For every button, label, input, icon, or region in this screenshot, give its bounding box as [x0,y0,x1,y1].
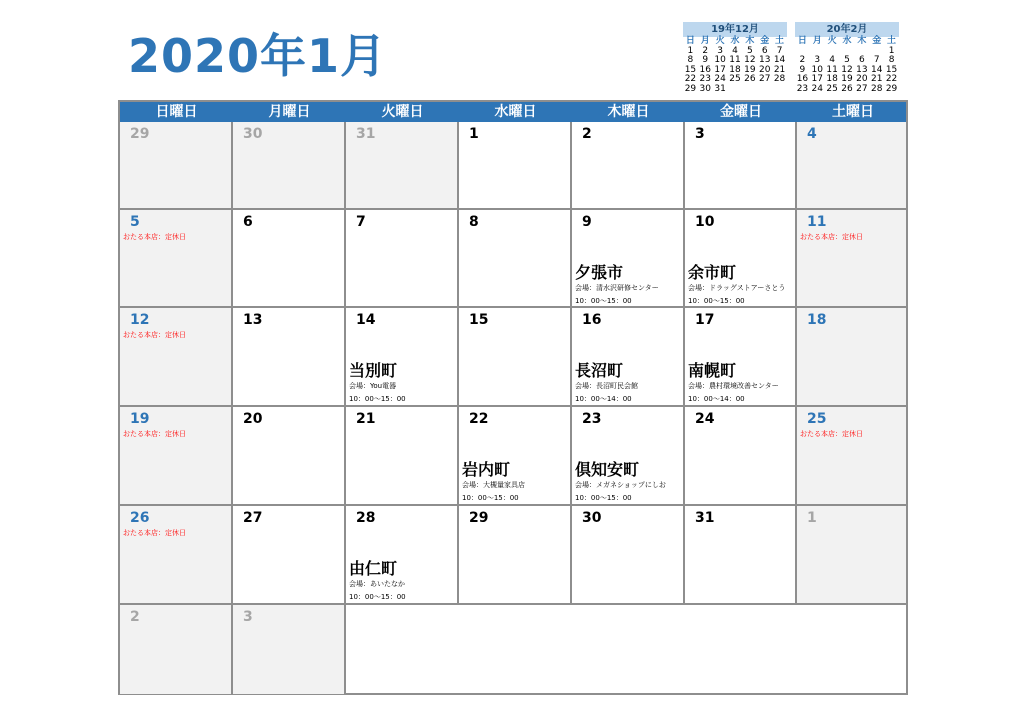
day-number: 9 [582,214,592,230]
mini-day-number: 21 [773,64,786,75]
mini-day-number: 7 [873,55,880,66]
event-time: 10：00～15：00 [688,297,745,305]
mini-day-number: 25 [729,74,741,85]
mini-day-number: 3 [717,45,723,56]
mini-day-number [757,85,772,95]
day-cell[interactable] [797,407,906,506]
day-number: 31 [695,510,715,526]
mini-day-number: 22 [684,74,697,85]
day-number: 4 [807,126,817,142]
event-town-name: 南幌町 [688,361,737,380]
event-venue: 会場：ドラッグストアーさとう [688,284,786,292]
day-cell[interactable] [346,122,459,210]
day-number: 25 [807,411,827,427]
day-number: 14 [356,312,376,328]
day-number: 15 [469,312,489,328]
mini-weekday-label: 火 [715,36,725,46]
mini-day-number: 28 [773,74,786,85]
day-number: 8 [469,214,479,230]
day-number: 11 [807,214,827,230]
mini-day-number: 14 [773,55,786,66]
mini-day-number: 9 [799,64,806,75]
day-cell[interactable] [685,308,797,407]
day-number: 28 [356,510,376,526]
day-number: 2 [582,126,592,142]
day-cell[interactable] [233,605,346,694]
mini-day-number: 15 [885,64,898,75]
mini-day-number: 7 [776,45,783,56]
mini-day-number: 28 [870,83,883,94]
day-number: 22 [469,411,489,427]
store-closed-note: おたる本店：定休日 [800,430,863,438]
event-time: 10：00～15：00 [349,395,406,403]
mini-weekday-label: 水 [730,36,740,46]
event-time: 10：00～15：00 [349,593,406,601]
day-cell[interactable] [459,506,572,605]
event-venue: 会場：メガネショップにしお [575,481,666,489]
day-cell[interactable] [120,122,233,210]
mini-day-number: 20 [856,74,868,85]
day-cell[interactable] [346,210,459,308]
mini-day-number: 26 [744,74,756,85]
mini-calendar-next [795,22,899,95]
mini-day-number: 13 [758,55,771,66]
event-venue: 会場：You電器 [349,382,397,390]
day-number: 3 [695,126,705,142]
mini-day-number: 16 [796,74,809,85]
day-cell[interactable] [346,308,459,407]
mini-calendar-title: 19年12月 [683,22,787,37]
event-time: 10：00～15：00 [462,494,519,502]
day-number: 30 [582,510,602,526]
day-cell[interactable] [685,407,797,506]
day-number: 16 [582,312,602,328]
day-number: 24 [695,411,715,427]
day-number: 10 [695,214,715,230]
event-town-name: 長沼町 [575,361,624,380]
day-cell[interactable] [797,506,906,605]
day-number: 29 [469,510,489,526]
day-cell[interactable] [120,308,233,407]
day-number: 19 [130,411,150,427]
mini-day-number: 12 [841,64,853,75]
event-town-name: 岩内町 [462,460,511,479]
mini-day-number: 1 [687,45,694,56]
day-cell[interactable] [233,407,346,506]
page-title: 2020年1月 [128,29,388,83]
mini-day-number: 31 [714,83,726,94]
mini-day-number: 24 [714,74,726,85]
day-number: 21 [356,411,376,427]
mini-weekday-label: 日 [797,36,807,46]
mini-day-number: 4 [829,55,835,66]
weekday-header-sun: 日曜日 [155,104,198,120]
day-cell[interactable] [459,407,572,506]
mini-day-number: 2 [799,55,806,66]
mini-weekday-label: 火 [827,36,837,46]
event-town-name: 当別町 [349,361,398,380]
weekday-header-fri: 金曜日 [720,104,762,120]
mini-day-number [772,85,787,95]
day-number: 1 [469,126,479,142]
day-number: 29 [130,126,150,142]
mini-day-number: 6 [761,45,768,56]
day-number: 12 [130,312,150,328]
mini-calendar-days [683,47,787,95]
mini-day-number: 10 [714,55,726,66]
mini-calendar-weekdays [795,37,899,47]
store-closed-note: おたる本店：定休日 [123,233,186,241]
mini-day-number: 4 [732,45,738,56]
weekday-header-tue: 火曜日 [381,104,424,120]
day-cell[interactable] [459,210,572,308]
store-closed-note: おたる本店：定休日 [123,430,186,438]
event-time: 10：00～14：00 [688,395,745,403]
store-closed-note: おたる本店：定休日 [123,331,186,339]
event-time: 10：00～15：00 [575,494,632,502]
mini-day-number: 2 [702,45,709,56]
mini-day-number: 19 [841,74,853,85]
mini-weekday-label: 月 [812,36,822,46]
weekday-header-thu: 木曜日 [607,104,650,120]
mini-weekday-label: 日 [685,36,695,46]
mini-day-number [742,85,757,95]
day-number: 23 [582,411,602,427]
store-closed-note: おたる本店：定休日 [800,233,863,241]
day-cell[interactable] [120,605,233,694]
day-cell[interactable] [685,122,797,210]
mini-day-number: 22 [885,74,898,85]
mini-calendar-prev [683,22,787,95]
mini-day-number: 27 [758,74,771,85]
day-number: 31 [356,126,376,142]
mini-day-number: 29 [885,83,898,94]
mini-calendar-title: 20年2月 [795,22,899,37]
mini-weekday-label: 土 [887,36,897,46]
mini-day-number: 23 [699,74,711,85]
day-cell[interactable] [572,407,685,506]
day-cell[interactable] [459,122,572,210]
mini-day-number: 8 [687,55,694,66]
mini-day-number: 3 [814,55,821,66]
mini-day-number: 15 [684,64,697,75]
mini-day-number: 18 [729,64,741,75]
event-town-name: 余市町 [688,263,737,282]
event-venue: 会場：農村環境改善センター [688,382,779,390]
mini-day-number: 16 [699,64,711,75]
day-cell[interactable] [233,210,346,308]
day-number: 3 [243,609,253,625]
mini-day-number: 17 [714,64,726,75]
mini-day-number: 14 [870,64,883,75]
event-venue: 会場：清水沢研修センター [575,284,659,292]
mini-weekday-label: 土 [775,36,785,46]
day-number: 18 [807,312,827,328]
mini-day-number: 8 [888,55,895,66]
day-number: 17 [695,312,715,328]
mini-weekday-label: 水 [842,36,852,46]
mini-day-number: 20 [758,64,771,75]
mini-weekday-label: 金 [872,36,882,46]
mini-day-number: 18 [826,74,838,85]
day-number: 30 [243,126,263,142]
day-number: 26 [130,510,150,526]
day-cell[interactable] [233,506,346,605]
day-number: 5 [130,214,140,230]
day-number: 20 [243,411,263,427]
day-cell[interactable] [797,308,906,407]
mini-weekday-label: 木 [745,36,755,46]
weekday-header-sat: 土曜日 [832,104,874,120]
mini-day-number [728,85,743,95]
weekday-header-row [120,102,906,122]
mini-day-number: 21 [870,74,883,85]
event-venue: 会場：長沼町民会館 [575,382,638,390]
mini-day-number: 13 [856,64,868,75]
event-town-name: 夕張市 [575,263,624,282]
event-time: 10：00～15：00 [575,297,632,305]
day-number: 2 [130,609,140,625]
day-cell[interactable] [572,506,685,605]
day-cell[interactable] [346,506,459,605]
day-cell[interactable] [120,407,233,506]
mini-day-number: 26 [841,83,853,94]
mini-day-number: 5 [746,45,753,56]
month-calendar-grid [118,100,908,695]
mini-day-number: 11 [826,64,838,75]
mini-day-number: 6 [858,55,865,66]
event-time: 10：00～14：00 [575,395,632,403]
day-cell[interactable] [572,210,685,308]
day-cell[interactable] [685,210,797,308]
day-number: 27 [243,510,263,526]
mini-day-number: 29 [684,83,697,94]
event-town-name: 倶知安町 [575,460,640,479]
day-cell[interactable] [346,407,459,506]
day-cell[interactable] [459,308,572,407]
mini-day-number: 9 [702,55,709,66]
day-cell[interactable] [572,308,685,407]
day-cell[interactable] [797,122,906,210]
day-cell[interactable] [120,210,233,308]
mini-day-number: 1 [888,45,895,56]
day-number: 13 [243,312,263,328]
mini-day-number: 27 [856,83,868,94]
mini-calendar-days [795,47,899,95]
weekday-header-wed: 水曜日 [494,104,537,120]
day-cell[interactable] [685,506,797,605]
day-cell[interactable] [572,122,685,210]
mini-weekday-label: 金 [760,36,770,46]
mini-day-number: 25 [826,83,838,94]
mini-day-number: 30 [699,83,711,94]
day-number: 7 [356,214,366,230]
mini-day-number: 12 [744,55,756,66]
event-town-name: 由仁町 [349,559,398,578]
mini-weekday-label: 木 [857,36,867,46]
day-cell[interactable] [120,506,233,605]
event-venue: 会場：大槻量家具店 [462,481,525,489]
store-closed-note: おたる本店：定休日 [123,529,186,537]
mini-day-number: 19 [744,64,756,75]
mini-day-number: 11 [729,55,741,66]
day-cell[interactable] [233,122,346,210]
mini-day-number: 23 [796,83,809,94]
mini-day-number: 24 [811,83,823,94]
event-venue: 会場：あいたなか [349,580,405,588]
day-number: 1 [807,510,817,526]
weekday-header-mon: 月曜日 [268,104,311,120]
mini-day-number: 17 [811,74,823,85]
day-cell[interactable] [797,210,906,308]
mini-day-number: 10 [811,64,823,75]
day-cell[interactable] [233,308,346,407]
day-number: 6 [243,214,253,230]
empty-area [346,605,906,693]
mini-day-number: 5 [844,55,850,66]
mini-weekday-label: 月 [700,36,710,46]
